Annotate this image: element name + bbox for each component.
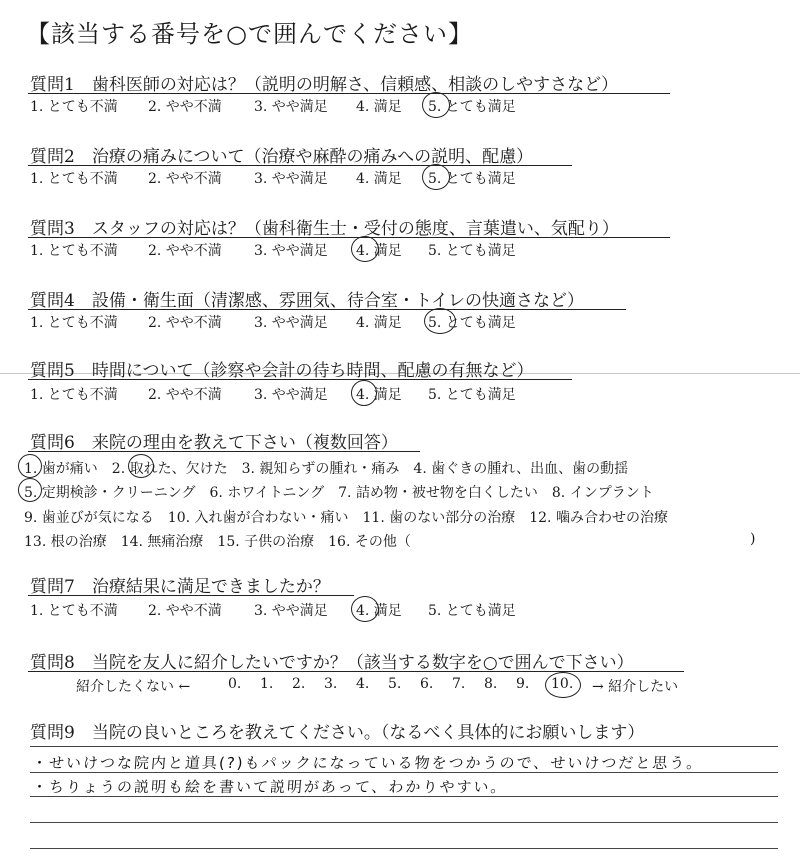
q8-scale-6[interactable]: 6. [420, 676, 434, 692]
q8-scale-5[interactable]: 5. [388, 676, 402, 692]
q4-answer-circle [424, 308, 456, 334]
question-3-label: 質問3 スタッフの対応は？（歯科衛生士・受付の態度、言葉遣い、気配り） [30, 219, 619, 239]
q6-options-row-1[interactable]: 1. 歯が痛い 2. 取れた、欠けた 3. 親知らずの腫れ・痛み 4. 歯ぐきの腫れ、出血、歯の動揺 [24, 461, 629, 477]
q3-option-4[interactable]: 4. 満足 [356, 243, 402, 259]
q6-options-row-4[interactable]: 13. 根の治療 14. 無痛治療 15. 子供の治療 16. その他（ [24, 534, 411, 550]
q2-option-5[interactable]: 5. とても満足 [428, 171, 516, 187]
question-6-label: 質問6 来院の理由を教えて下さい（複数回答） [30, 433, 398, 453]
question-8-label: 質問8 当院を友人に紹介したいですか？（該当する数字を○で囲んで下さい） [30, 653, 634, 673]
answer-line-2 [30, 772, 778, 773]
q3-option-5[interactable]: 5. とても満足 [428, 243, 516, 259]
question-7-underline [28, 595, 354, 596]
q2-option-2[interactable]: 2. やや不満 [148, 171, 222, 187]
question-4-underline [28, 309, 626, 310]
q5-option-1[interactable]: 1. とても不満 [30, 387, 118, 403]
q8-scale-10[interactable]: 10. [551, 676, 574, 692]
q5-option-3[interactable]: 3. やや満足 [254, 387, 328, 403]
question-2-label: 質問2 治療の痛みについて（治療や麻酔の痛みへの説明、配慮） [30, 147, 534, 167]
handwritten-answer-1: ・せいけつな院内と道具(?)もパックになっている物をつかうので、せいけつだと思う。 [31, 754, 704, 772]
q7-option-5[interactable]: 5. とても満足 [428, 603, 516, 619]
q1-option-4[interactable]: 4. 満足 [356, 99, 402, 115]
q7-answer-circle [351, 596, 379, 622]
q8-scale-9[interactable]: 9. [516, 676, 530, 692]
q8-scale-left-label: 紹介したくない ← [76, 679, 191, 695]
question-8-underline [28, 671, 684, 672]
q1-option-1[interactable]: 1. とても不満 [30, 99, 118, 115]
question-5-label: 質問5 時間について（診察や会計の待ち時間、配慮の有無など） [30, 361, 534, 381]
q5-option-2[interactable]: 2. やや不満 [148, 387, 222, 403]
question-9-label: 質問9 当院の良いところを教えてください。（なるべく具体的にお願いします） [30, 723, 645, 743]
q3-option-3[interactable]: 3. やや満足 [254, 243, 328, 259]
q8-scale-right-label: → 紹介したい [592, 679, 679, 695]
q8-answer-circle [545, 672, 581, 698]
q8-scale-2[interactable]: 2. [292, 676, 306, 692]
page-title: 【該当する番号を○で囲んでください】 [26, 20, 473, 48]
q2-answer-circle [422, 164, 450, 190]
q8-scale-3[interactable]: 3. [324, 676, 338, 692]
q2-option-3[interactable]: 3. やや満足 [254, 171, 328, 187]
q2-option-4[interactable]: 4. 満足 [356, 171, 402, 187]
question-6-underline [28, 451, 420, 452]
q1-option-3[interactable]: 3. やや満足 [254, 99, 328, 115]
q2-option-1[interactable]: 1. とても不満 [30, 171, 118, 187]
q6-other-close-paren: ) [750, 531, 756, 547]
q4-option-2[interactable]: 2. やや不満 [148, 315, 222, 331]
question-2-underline [28, 165, 572, 166]
q7-option-2[interactable]: 2. やや不満 [148, 603, 222, 619]
q4-option-4[interactable]: 4. 満足 [356, 315, 402, 331]
answer-line-4 [30, 822, 778, 823]
q6-answer-circle-1 [18, 454, 42, 478]
question-7-label: 質問7 治療結果に満足できましたか？ [30, 577, 330, 597]
q4-option-3[interactable]: 3. やや満足 [254, 315, 328, 331]
q6-answer-circle-5 [18, 478, 42, 502]
q4-option-1[interactable]: 1. とても不満 [30, 315, 118, 331]
q1-option-5[interactable]: 5. とても満足 [428, 99, 516, 115]
q8-scale-8[interactable]: 8. [484, 676, 498, 692]
q7-option-3[interactable]: 3. やや満足 [254, 603, 328, 619]
q1-answer-circle [422, 92, 450, 118]
q8-scale-4[interactable]: 4. [356, 676, 370, 692]
q6-answer-circle-2 [128, 454, 154, 478]
q3-option-1[interactable]: 1. とても不満 [30, 243, 118, 259]
question-4-label: 質問4 設備・衛生面（清潔感、雰囲気、待合室・トイレの快適さなど） [30, 291, 584, 311]
question-1-label: 質問1 歯科医師の対応は？（説明の明解さ、信頼感、相談のしやすさなど） [30, 75, 619, 95]
q7-option-4[interactable]: 4. 満足 [356, 603, 402, 619]
q3-option-2[interactable]: 2. やや不満 [148, 243, 222, 259]
question-1-underline [28, 93, 670, 94]
q3-answer-circle [351, 236, 379, 262]
answer-line-1 [30, 746, 778, 747]
answer-line-5 [30, 848, 778, 849]
q6-options-row-3[interactable]: 9. 歯並びが気になる 10. 入れ歯が合わない・痛い 11. 歯のない部分の治療 12. 噛み合わせの治療 [24, 510, 668, 526]
q8-scale-1[interactable]: 1. [260, 676, 274, 692]
handwritten-answer-2: ・ちりょうの説明も絵を書いて説明があって、わかりやすい。 [31, 778, 509, 796]
answer-line-3 [30, 796, 778, 797]
q7-option-1[interactable]: 1. とても不満 [30, 603, 118, 619]
q8-scale-7[interactable]: 7. [452, 676, 466, 692]
q5-option-5[interactable]: 5. とても満足 [428, 387, 516, 403]
q6-options-row-2[interactable]: 5. 定期検診・クリーニング 6. ホワイトニング 7. 詰め物・被せ物を白くしたい 8. インプラント [24, 485, 654, 501]
q1-option-2[interactable]: 2. やや不満 [148, 99, 222, 115]
q8-scale-0[interactable]: 0. [228, 676, 242, 692]
q5-option-4[interactable]: 4. 満足 [356, 387, 402, 403]
q5-answer-circle [351, 380, 377, 406]
question-3-underline [28, 237, 670, 238]
question-5-underline [28, 379, 572, 380]
q4-option-5[interactable]: 5. とても満足 [428, 315, 516, 331]
